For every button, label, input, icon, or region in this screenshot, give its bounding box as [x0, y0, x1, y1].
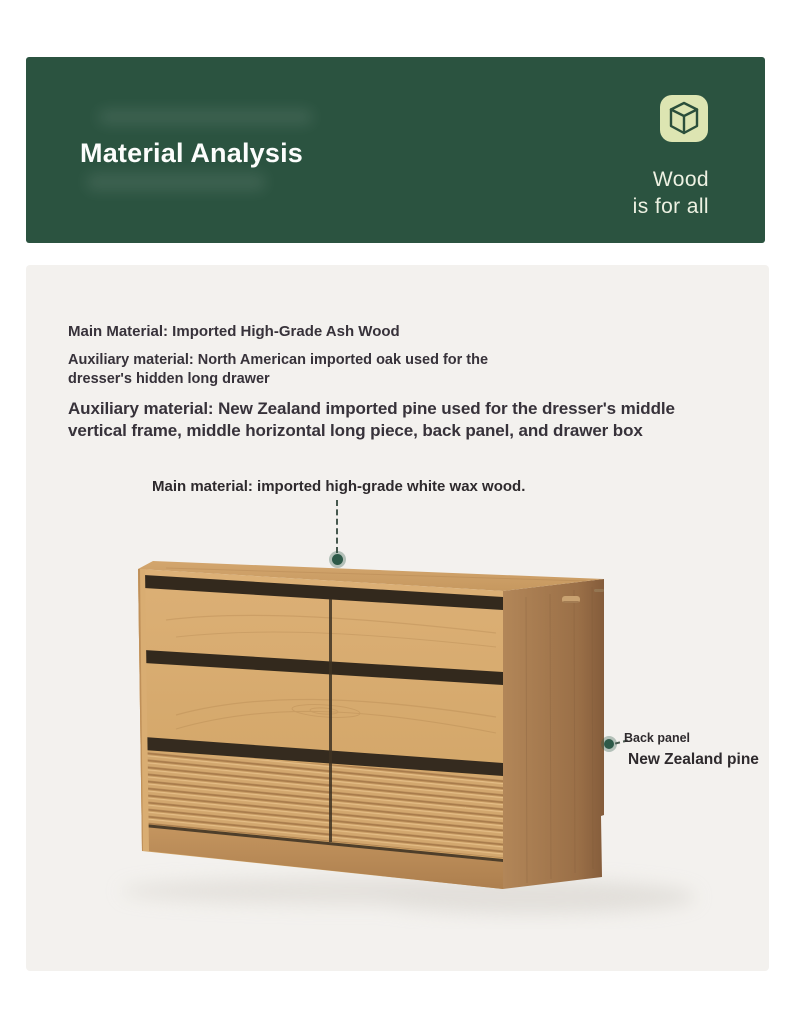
- main-material-line: Main Material: Imported High-Grade Ash Wood: [68, 323, 400, 340]
- tagline-line2: is for all: [632, 195, 709, 218]
- auxiliary-material-oak: Auxiliary material: North American imported oak used for the dresser's hidden long drawer: [68, 352, 489, 387]
- tagline-line1: Wood: [652, 168, 709, 191]
- callout-dashed-line: [336, 500, 338, 553]
- callout-main-material-label: Main material: imported high-grade white wax wood.: [152, 478, 526, 495]
- callout-back-panel-material: New Zealand pine: [628, 751, 759, 768]
- callout-back-panel-label: Back panel: [624, 731, 691, 745]
- material-detail-card: [26, 265, 769, 971]
- page-title: Material Analysis: [80, 138, 303, 168]
- material-analysis-banner: [26, 57, 765, 243]
- callout-marker-dot-back: [604, 739, 614, 749]
- ghost-watermark-bottom: [86, 173, 266, 191]
- cube-icon: [660, 95, 708, 142]
- brand-tagline: [633, 166, 709, 220]
- materials-text-block: [68, 323, 675, 442]
- callout-marker-dot-top: [332, 554, 343, 565]
- ghost-watermark-top: [98, 109, 313, 125]
- auxiliary-material-pine: Auxiliary material: New Zealand imported pine used for the dresser's middle vertical frame, middle horizontal long piece, back panel, and drawer box: [68, 399, 675, 440]
